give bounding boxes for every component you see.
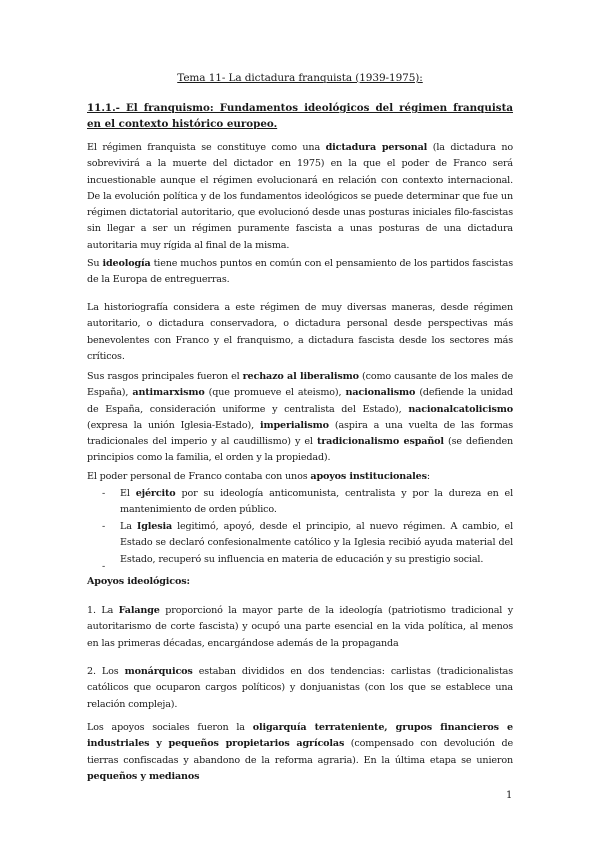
paragraph-apoyos-institucionales: El poder personal de Franco contaba con unos apoyos institucionales: bbox=[87, 471, 430, 482]
bold-term: Falange bbox=[118, 605, 160, 616]
bold-term: apoyos institucionales bbox=[310, 471, 427, 482]
list-bullet: - bbox=[102, 561, 106, 572]
bold-term: monárquicos bbox=[124, 666, 193, 677]
bold-term: Iglesia bbox=[136, 521, 173, 532]
list-item-text: La Iglesia legitimó, apoyó, desde el principio, al nuevo régimen. A cambio, el Estado se declaró confesionalmente católico y la Iglesia recibió ayuda material del Estado, recuperó su influencia en materia de educación y su prestigio social. bbox=[120, 521, 513, 565]
bold-term: pequeños y medianos bbox=[87, 770, 200, 782]
bold-term: oligarquía terrateniente, grupos financieros e industriales y pequeños propietarios agrícolas bbox=[87, 722, 513, 750]
bold-term: nacionalcatolicismo bbox=[408, 403, 513, 415]
bold-term: ejército bbox=[135, 488, 176, 499]
paragraph-historiografia: La historiografía considera a este régimen de muy diversas maneras, desde régimen autoritario, o dictadura conservadora, o dictadura personal desde perspectivas más benevolentes con Franco y el franquismo, a dictadura fascista desde los sectores más críticos. bbox=[87, 302, 513, 362]
paragraph-dictadura-personal: El régimen franquista se constituye como una dictadura personal (la dictadura no sobrevivirá a la muerte del dictador en 1975) en la que el poder de Franco será incuestionable aunque el régimen evolucionará en relación con contexto internacional. De la evolución política y de los fundamentos ideológicos se puede determinar que fue un régimen dictatorial autoritario, que evolucionó desde unas posturas iniciales filo-fascistas sin llegar a ser un régimen puramente fascista a unas posturas de una dictadura autoritaria muy rígida al final de la misma. bbox=[87, 142, 513, 251]
paragraph-rasgos-principales: Sus rasgos principales fueron el rechazo al liberalismo (como causante de los males de España), antimarxismo (que promueve el ateismo), nacionalismo (defiende la unidad de España, consideración uniforme y centralista del Estado), nacionalcatolicismo (expresa la unión Iglesia-Estado), imperialismo (aspira a una vuelta de las formas tradicionales del imperio y al caudillismo) y el tradicionalismo español (se defienden principios como la familia, el orden y la propiedad). bbox=[87, 371, 514, 464]
paragraph-falange: 1. La Falange proporcionó la mayor parte de la ideología (patriotismo tradicional y autoritarismo de corte fascista) y ocupó una parte esencial en la vida política, al menos en las primeras décadas, encargándose además de la propaganda bbox=[87, 605, 513, 649]
list-item-text: El ejército por su ideología anticomunista, centralista y por la dureza en el mantenimiento de orden público. bbox=[120, 488, 514, 516]
page-number: 1 bbox=[506, 790, 513, 801]
list-bullet: - bbox=[102, 521, 106, 532]
bold-term: ideología bbox=[102, 258, 151, 269]
paragraph-apoyos-sociales: Los apoyos sociales fueron la oligarquía terrateniente, grupos financieros e industriales y pequeños propietarios agrícolas (compensado con devolución de tierras confiscadas y abandono de la reforma agraria). En la última etapa se unieron pequeños y medianos bbox=[87, 722, 513, 782]
bold-term: dictadura personal bbox=[325, 142, 428, 153]
bold-term: rechazo al liberalismo bbox=[242, 371, 359, 382]
bold-term: antimarxismo bbox=[132, 387, 205, 399]
list-bullet: - bbox=[102, 488, 106, 499]
section-subtitle: 11.1.- El franquismo: Fundamentos ideológicos del régimen franquista en el contexto histórico europeo. bbox=[87, 102, 513, 130]
heading-apoyos-ideologicos: Apoyos ideológicos: bbox=[87, 576, 190, 587]
bold-term: nacionalismo bbox=[345, 387, 416, 399]
paragraph-monarquicos: 2. Los monárquicos estaban divididos en dos tendencias: carlistas (tradicionalistas católicos que ocuparon cargos políticos) y donjuanistas (con los que se establece una relación compleja). bbox=[87, 666, 513, 710]
bold-term: tradicionalismo español bbox=[316, 436, 444, 448]
page-title: Tema 11- La dictadura franquista (1939-1975): bbox=[177, 72, 423, 84]
paragraph-ideologia: Su ideología tiene muchos puntos en común con el pensamiento de los partidos fascistas de la Europa de entreguerras. bbox=[87, 258, 513, 286]
bold-term: imperialismo bbox=[259, 419, 329, 431]
